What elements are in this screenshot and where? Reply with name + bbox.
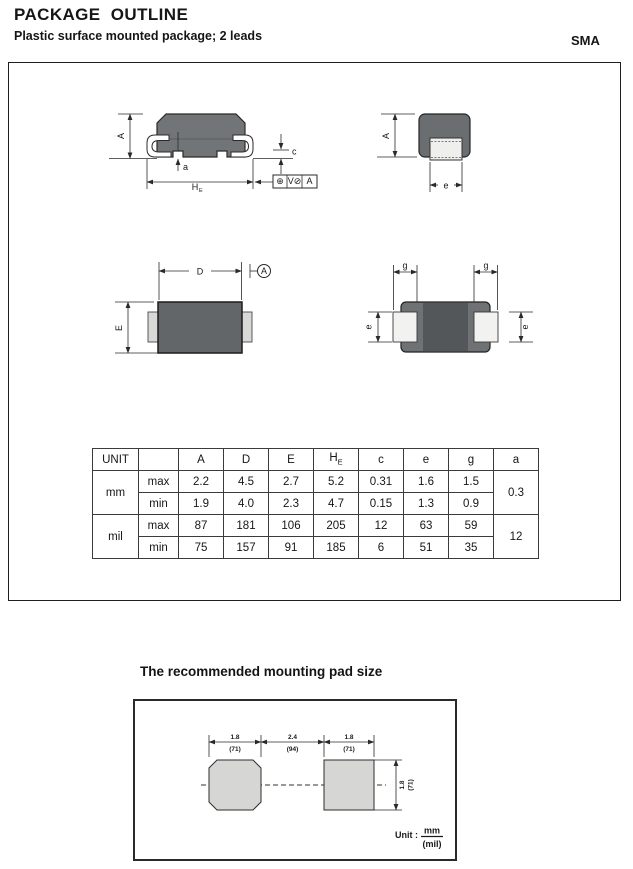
cell-mil-a: 12 (494, 515, 539, 559)
cell-mil-max-e: 63 (404, 515, 449, 537)
cell-mm-min-c: 0.15 (359, 493, 404, 515)
dim-label-g-right: g (483, 260, 489, 271)
fcf-cell-tolerance: V⊘ (287, 176, 302, 186)
header-A: A (179, 449, 224, 471)
header-unit: UNIT (93, 449, 139, 471)
unit-mil: mil (93, 515, 139, 559)
cell-mil-min-c: 6 (359, 537, 404, 559)
dim-label-A-side: A (116, 132, 126, 140)
unit-denominator: (mil) (422, 839, 442, 849)
page-subtitle: Plastic surface mounted package; 2 leads (14, 29, 263, 43)
cell-mil-min-A: 75 (179, 537, 224, 559)
pad-box (133, 699, 457, 861)
cell-mil-max-E: 106 (269, 515, 314, 537)
top-tab-right (242, 312, 252, 342)
feature-control-frame (273, 175, 317, 188)
unit-numerator: mm (423, 825, 441, 836)
cell-mm-max-E: 2.7 (269, 471, 314, 493)
cell-mm-min-e: 1.3 (404, 493, 449, 515)
side-view (109, 114, 317, 194)
pad-dim-height-mil: (71) (407, 779, 415, 791)
cell-mil-min-g: 35 (449, 537, 494, 559)
cell-mm-max-D: 4.5 (224, 471, 269, 493)
cell-mm-max-c: 0.31 (359, 471, 404, 493)
unit-mm: mm (93, 471, 139, 515)
cell-mil-max-D: 181 (224, 515, 269, 537)
cell-mil-min-HE: 185 (314, 537, 359, 559)
pad-dim-left-mil: (71) (229, 746, 241, 753)
mounting-pad-right (324, 760, 374, 810)
pad-dim-right-mm: 1.8 (344, 734, 354, 741)
top-view (114, 262, 271, 353)
pad-section-title: The recommended mounting pad size (140, 664, 383, 679)
page-title: PACKAGE OUTLINE (14, 5, 189, 24)
header-HE-sub: E (337, 457, 343, 467)
datum-label: A (260, 266, 268, 276)
table-row-mm-max (93, 471, 539, 493)
header-g: g (449, 449, 494, 471)
table-row-mm-min (93, 493, 539, 515)
cell-mm-max-A: 2.2 (179, 471, 224, 493)
unit-label: Unit : (395, 830, 418, 840)
header-a: a (494, 449, 539, 471)
dim-label-e-end: e (443, 180, 449, 191)
limit-min: min (139, 493, 179, 515)
top-body (158, 302, 242, 353)
cell-mm-max-g: 1.5 (449, 471, 494, 493)
bottom-pad-right (474, 312, 498, 342)
dim-label-A-end: A (381, 132, 391, 140)
dimensions-table (92, 448, 539, 559)
cell-mm-min-D: 4.0 (224, 493, 269, 515)
limit-max: max (139, 471, 179, 493)
table-row-mil-min (93, 537, 539, 559)
package-drawings-svg (9, 63, 619, 443)
cell-mil-max-HE: 205 (314, 515, 359, 537)
cell-mil-min-E: 91 (269, 537, 314, 559)
end-view (377, 114, 470, 192)
header-D: D (224, 449, 269, 471)
dim-label-c: c (292, 146, 297, 157)
top-tab-left (148, 312, 158, 342)
cell-mil-max-c: 12 (359, 515, 404, 537)
dim-label-e-left: e (363, 324, 374, 330)
dim-label-D: D (196, 266, 204, 277)
header-limit (139, 449, 179, 471)
cell-mm-min-A: 1.9 (179, 493, 224, 515)
cell-mm-a: 0.3 (494, 471, 539, 515)
header-c: c (359, 449, 404, 471)
dim-label-e-right: e (520, 324, 530, 330)
fcf-cell-symbol: ⊕ (276, 176, 284, 186)
dim-label-HE: H (191, 182, 199, 192)
cell-mm-min-HE: 4.7 (314, 493, 359, 515)
dim-label-a: a (183, 162, 189, 172)
bottom-view (364, 261, 534, 353)
cell-mm-min-g: 0.9 (449, 493, 494, 515)
pad-dim-gap-mil: (94) (286, 746, 299, 753)
mounting-pad-svg (135, 701, 455, 859)
side-body (157, 114, 245, 157)
header-e: e (404, 449, 449, 471)
mounting-pad-left (209, 760, 261, 810)
pad-dim-right-mil: (71) (343, 746, 355, 753)
fcf-cell-datum: A (306, 176, 313, 186)
pad-dim-gap-mm: 2.4 (287, 734, 298, 741)
cell-mil-min-D: 157 (224, 537, 269, 559)
pad-dim-left-mm: 1.8 (230, 734, 240, 741)
pad-dim-height-mm: 1.8 (399, 780, 406, 790)
package-code: SMA (571, 33, 600, 48)
outline-box (8, 62, 621, 601)
cell-mil-max-g: 59 (449, 515, 494, 537)
cell-mm-min-E: 2.3 (269, 493, 314, 515)
table-header-row (93, 449, 539, 471)
limit-max: max (139, 515, 179, 537)
dim-label-HE-sub: E (199, 188, 203, 194)
table-row-mil-max (93, 515, 539, 537)
header-HE: $H_E$ (314, 449, 359, 471)
cell-mm-max-e: 1.6 (404, 471, 449, 493)
header-E: E (269, 449, 314, 471)
cell-mil-max-A: 87 (179, 515, 224, 537)
cell-mil-min-e: 51 (404, 537, 449, 559)
limit-min: min (139, 537, 179, 559)
dim-label-E: E (114, 324, 124, 332)
cell-mm-max-HE: 5.2 (314, 471, 359, 493)
dim-label-g-left: g (402, 260, 408, 271)
bottom-center-section (423, 303, 468, 351)
bottom-pad-left (393, 312, 417, 342)
